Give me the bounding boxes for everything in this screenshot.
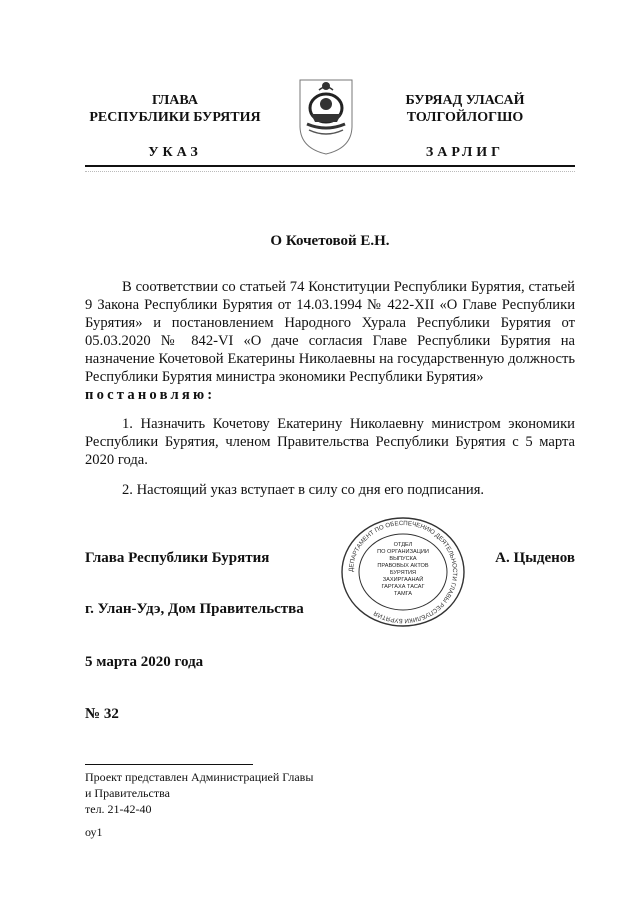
stamp-line-8: ТАМГА <box>393 591 413 597</box>
footer-code: оу1 <box>85 825 103 839</box>
preamble-paragraph: В соответствии со статьей 74 Конституции Республики Бурятия, статьей 9 Закона Республики Бурятия от 14.03.1994 № 422-XII «О Главе Республики Бурятия» и постановлением Народного Хурала Республики Бурятия от 05.03.2020 № 842-VI «О даче согласия Главе Республики Бурятия на назначение Кочетовой Екатерины Николаевны на государственную должность Республики Бурятия министра экономики Республики Бурятия» <box>85 279 575 385</box>
footer-divider <box>85 764 253 765</box>
footer-line-3: тел. 21-42-40 <box>85 802 152 816</box>
document-body <box>85 278 575 404</box>
header-left <box>85 92 265 126</box>
item-1-text: 1. Назначить Кочетову Екатерину Николаевну министром экономики Республики Бурятия, членом Правительства Республики Бурятия с 5 марта 2020 года. <box>85 416 575 468</box>
stamp-line-4: ПРАВОВЫХ АКТОВ <box>377 563 429 569</box>
signature-position: Глава Республики Бурятия <box>85 550 270 566</box>
coat-of-arms-emblem <box>297 74 355 156</box>
item-2-text: 2. Настоящий указ вступает в силу со дня его подписания. <box>122 482 485 498</box>
decree-word: постановляю: <box>85 387 216 403</box>
header-right-line2: ТОЛГОЙЛОГШО <box>406 110 524 125</box>
stamp-line-3: ВЫПУСКА <box>389 556 417 562</box>
footer-note <box>85 769 313 817</box>
header-right-line1: БУРЯАД УЛАСАЙ <box>405 93 525 108</box>
header-left-line2: РЕСПУБЛИКИ БУРЯТИЯ <box>89 110 261 125</box>
stamp-line-2: ПО ОРГАНИЗАЦИИ <box>377 549 429 555</box>
header-dots <box>85 171 575 172</box>
stamp-ring-text: ДЕПАРТАМЕНТ ПО ОБЕСПЕЧЕНИЮ ДЕЯТЕЛЬНОСТИ ГЛАВЫ РЕСПУБЛИКИ БУРЯТИЯ <box>347 519 459 625</box>
doc-type-right: ЗАРЛИГ <box>425 145 505 160</box>
stamp-line-7: ГАРГАХА ТАСАГ <box>381 584 425 590</box>
header-left-line1: ГЛАВА <box>152 93 198 108</box>
official-stamp <box>338 516 468 628</box>
stamp-line-5: БУРЯТИЯ <box>389 570 417 576</box>
item-2 <box>85 481 575 499</box>
footer-line-2: и Правительства <box>85 786 170 800</box>
document-title: О Кочетовой Е.Н. <box>270 233 390 249</box>
decree-number: № 32 <box>85 706 119 722</box>
stamp-line-6: ЗАХИРГААНАЙ <box>382 577 424 583</box>
header-right <box>375 92 555 126</box>
header-divider <box>85 165 575 167</box>
doc-type-left: УКАЗ <box>148 145 202 160</box>
footer-line-1: Проект представлен Администрацией Главы <box>85 770 314 784</box>
item-1 <box>85 415 575 469</box>
stamp-line-1: ОТДЕЛ <box>393 542 413 548</box>
decree-date: 5 марта 2020 года <box>85 654 204 670</box>
signatory-name: А. Цыденов <box>495 550 575 566</box>
place-of-signing: г. Улан-Удэ, Дом Правительства <box>85 601 304 617</box>
